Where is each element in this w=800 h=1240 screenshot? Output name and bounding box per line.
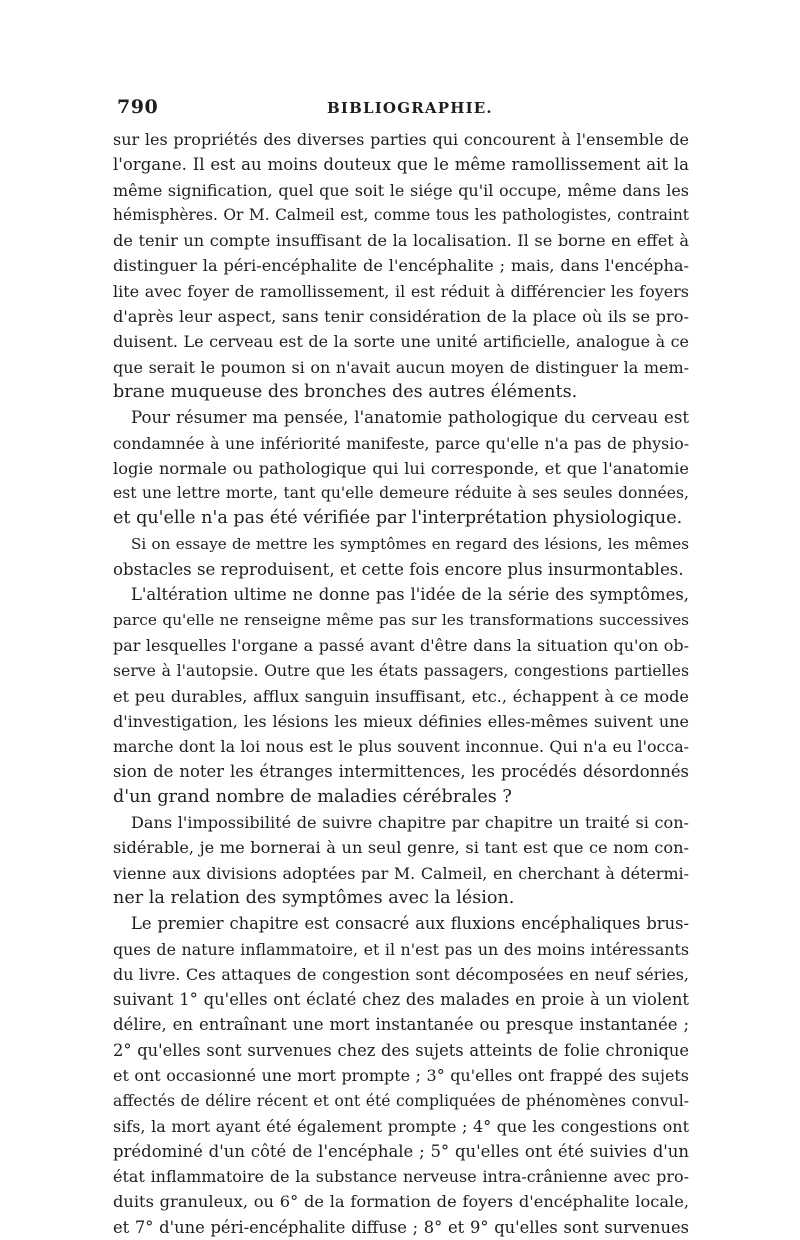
paragraph-start-line: Dans l'impossibilité de suivre chapitre par chapitre un traité si con- bbox=[131, 813, 689, 833]
text-line: prédominé d'un côté de l'encéphale ; 5° qu'elles ont été suivies d'un bbox=[113, 1141, 689, 1161]
text-line: et 7° d'une péri-encéphalite diffuse ; 8° et 9° qu'elles sont survenues bbox=[113, 1217, 689, 1237]
text-line: suivant 1° qu'elles ont éclaté chez des malades en proie à un violent bbox=[113, 990, 689, 1010]
text-line: duits granuleux, ou 6° de la formation de foyers d'encéphalite locale, bbox=[113, 1192, 689, 1212]
text-line: affectés de délire récent et ont été compliquées de phénomènes convul- bbox=[113, 1091, 689, 1111]
text-line: logie normale ou pathologique qui lui corresponde, et que l'anatomie bbox=[113, 458, 689, 478]
text-line: sur les propriétés des diverses parties qui concourent à l'ensemble de bbox=[113, 130, 689, 149]
text-line: parce qu'elle ne renseigne même pas sur les transformations successives bbox=[113, 610, 689, 629]
text-line: serve à l'autopsie. Outre que les états passagers, congestions partielles bbox=[113, 661, 689, 681]
text-line: même signification, quel que soit le siége qu'il occupe, même dans les bbox=[113, 180, 689, 200]
text-line: du livre. Ces attaques de congestion sont décomposées en neuf séries, bbox=[113, 964, 689, 984]
text-line: de tenir un compte insuffisant de la localisation. Il se borne en effet à bbox=[113, 231, 689, 251]
text-line: et ont occasionné une mort prompte ; 3° qu'elles ont frappé des sujets bbox=[113, 1065, 689, 1085]
text-line: ques de nature inflammatoire, et il n'est pas un des moins intéressants bbox=[113, 939, 689, 959]
text-line: ner la relation des symptômes avec la lésion. bbox=[113, 887, 515, 908]
paragraph-start-line: Le premier chapitre est consacré aux fluxions encéphaliques brus- bbox=[131, 914, 689, 934]
text-line: hémisphères. Or M. Calmeil est, comme tous les pathologistes, contraint bbox=[113, 205, 689, 224]
text-line: obstacles se reproduisent, et cette fois encore plus insurmontables. bbox=[113, 560, 684, 580]
text-line: sifs, la mort ayant été également prompte ; 4° que les congestions ont bbox=[113, 1116, 689, 1136]
text-line: vienne aux divisions adoptées par M. Calmeil, en cherchant à détermi- bbox=[113, 863, 689, 883]
running-head: BIBLIOGRAPHIE. bbox=[327, 99, 493, 117]
text-line: et qu'elle n'a pas été vérifiée par l'interprétation physiologique. bbox=[113, 508, 683, 529]
text-line: lite avec foyer de ramollissement, il est réduit à différencier les foyers bbox=[113, 281, 689, 301]
text-line: brane muqueuse des bronches des autres éléments. bbox=[113, 381, 578, 402]
text-line: duisent. Le cerveau est de la sorte une unité artificielle, analogue à ce bbox=[113, 332, 689, 352]
text-line: que serait le poumon si on n'avait aucun moyen de distinguer la mem- bbox=[113, 357, 689, 377]
text-line: distinguer la péri-encéphalite de l'encéphalite ; mais, dans l'encépha- bbox=[113, 256, 689, 276]
text-line: et peu durables, afflux sanguin insuffisant, etc., échappent à ce mode bbox=[113, 686, 689, 706]
text-line: 2° qu'elles sont survenues chez des sujets atteints de folie chronique bbox=[113, 1040, 689, 1060]
text-line: d'un grand nombre de maladies cérébrales ? bbox=[113, 786, 512, 807]
paragraph-start-line: Si on essaye de mettre les symptômes en regard des lésions, les mêmes bbox=[131, 534, 689, 553]
text-line: par lesquelles l'organe a passé avant d'être dans la situation qu'on ob- bbox=[113, 635, 689, 655]
paragraph-start-line: L'altération ultime ne donne pas l'idée de la série des symptômes, bbox=[131, 585, 689, 605]
text-line: l'organe. Il est au moins douteux que le même ramollissement ait la bbox=[113, 155, 689, 175]
text-line: délire, en entraînant une mort instantanée ou presque instantanée ; bbox=[113, 1015, 689, 1035]
text-line: état inflammatoire de la substance nerveuse intra-crânienne avec pro- bbox=[113, 1167, 689, 1187]
text-line: sion de noter les étranges intermittences, les procédés désordonnés bbox=[113, 762, 689, 782]
text-line: d'investigation, les lésions les mieux définies elles-mêmes suivent une bbox=[113, 711, 689, 731]
text-line: sidérable, je me bornerai à un seul genre, si tant est que ce nom con- bbox=[113, 838, 689, 858]
page-header bbox=[117, 96, 687, 126]
paragraph-start-line: Pour résumer ma pensée, l'anatomie pathologique du cerveau est bbox=[131, 408, 689, 428]
text-line: est une lettre morte, tant qu'elle demeure réduite à ses seules données, bbox=[113, 484, 689, 503]
text-line: d'après leur aspect, sans tenir considération de la place où ils se pro- bbox=[113, 307, 689, 327]
text-line: condamnée à une infériorité manifeste, parce qu'elle n'a pas de physio- bbox=[113, 433, 689, 453]
body-text bbox=[113, 127, 689, 1240]
page-number: 790 bbox=[117, 96, 159, 118]
text-line: marche dont la loi nous est le plus souvent inconnue. Qui n'a eu l'occa- bbox=[113, 737, 689, 757]
